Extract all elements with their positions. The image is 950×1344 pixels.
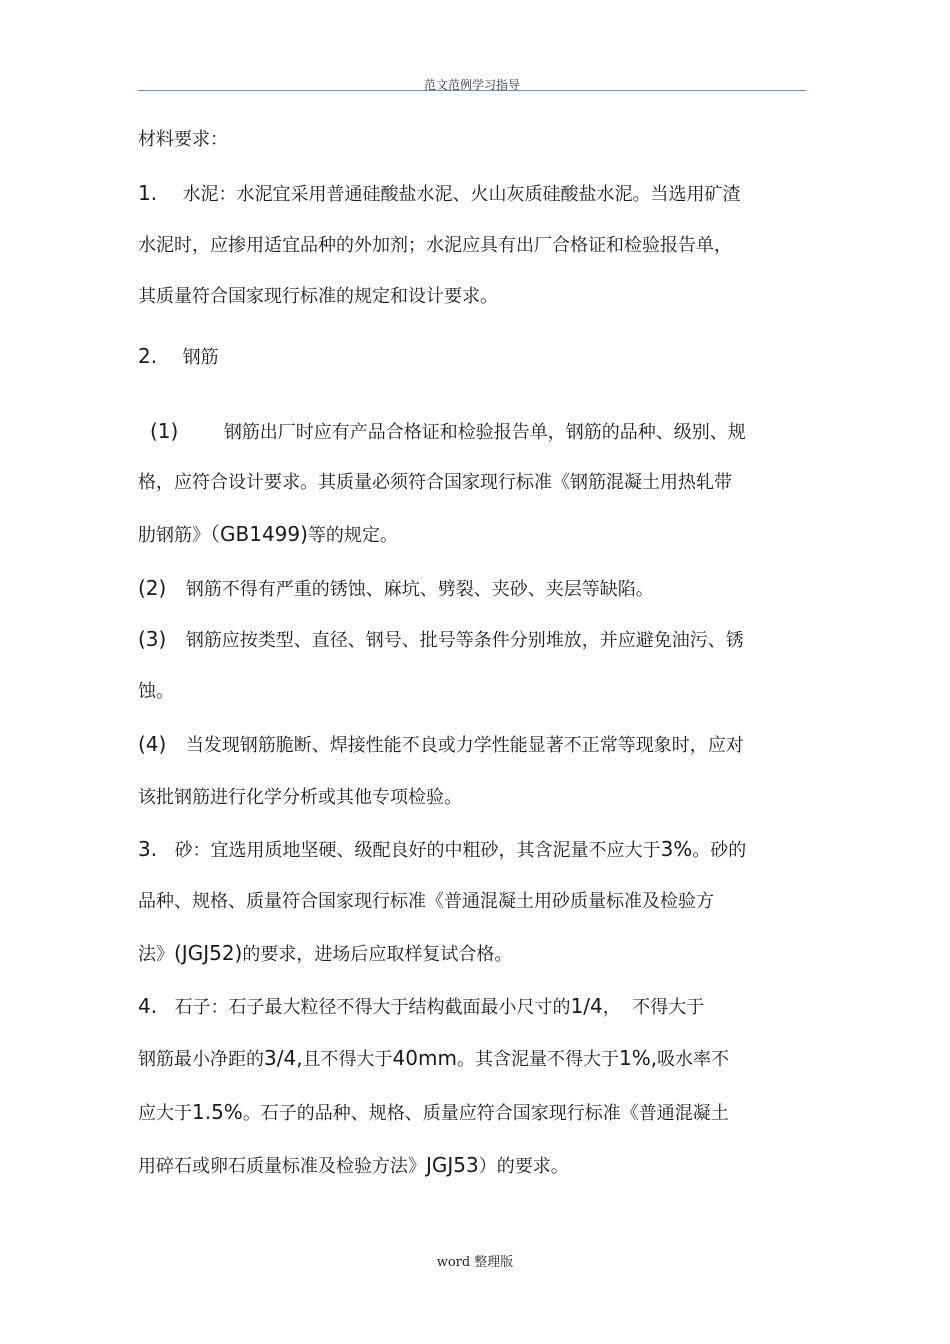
s4-text-2d: 40mm bbox=[392, 1046, 457, 1070]
s2-i4-line-2: 该批钢筋进行化学分析或其他专项检验。 bbox=[138, 787, 462, 808]
s4-text-3a: 应大于 bbox=[138, 1103, 192, 1124]
page-header bbox=[138, 74, 806, 91]
s3-text-1a: 砂：宜选用质地坚硬、级配良好的中粗砂，其含泥量不应大于 bbox=[174, 840, 661, 861]
doc-heading: 材料要求： bbox=[138, 129, 228, 150]
s4-text-3b: 1.5% bbox=[192, 1100, 243, 1124]
s2-i1-number: (1) bbox=[150, 419, 179, 443]
s4-text-2e: 。其含泥量不得大于 bbox=[456, 1049, 619, 1070]
s4-text-2b: 3/4, bbox=[264, 1046, 303, 1070]
s4-text-2a: 钢筋最小净距的 bbox=[138, 1049, 264, 1070]
s3-text-1c: 。砂的 bbox=[692, 840, 747, 861]
s1-line-1 bbox=[138, 181, 741, 207]
s3-text-1b: 3% bbox=[660, 837, 693, 861]
s4-text-2g: 吸水率不 bbox=[657, 1049, 730, 1070]
s4-text-2f: 1%, bbox=[618, 1046, 658, 1070]
s4-text-3c: 。石子的品种、规格、质量应符合国家现行标准《普通混凝土 bbox=[242, 1103, 729, 1124]
s2-number: 2. bbox=[138, 344, 158, 368]
s3-number: 3. bbox=[138, 837, 158, 861]
page-footer: word 整理版 bbox=[436, 1255, 514, 1270]
s2-i1-text-3b: （GB1499) bbox=[210, 522, 308, 546]
s4-number: 4. bbox=[138, 994, 158, 1018]
s4-line-3 bbox=[138, 1100, 729, 1126]
s2-i3-text-1: 钢筋应按类型、直径、钢号、批号等条件分别堆放，并应避免油污、锈 bbox=[185, 630, 744, 651]
s4-text-4c: ）的要求。 bbox=[478, 1156, 569, 1177]
s1-number: 1. bbox=[138, 181, 158, 205]
s4-text-1b: 1/4 bbox=[570, 994, 603, 1018]
s2-i3-line-2: 蚀。 bbox=[138, 681, 174, 702]
s2-i1-text-3c: 等的规定。 bbox=[307, 525, 398, 546]
s2-title: 钢筋 bbox=[182, 347, 219, 368]
s3-text-3a: 法》 bbox=[138, 944, 174, 965]
s2-i2-line-1 bbox=[138, 576, 654, 602]
s1-line-2: 水泥时，应掺用适宜品种的外加剂；水泥应具有出厂合格证和检验报告单， bbox=[138, 235, 732, 256]
s3-line-1 bbox=[138, 837, 746, 863]
s2-line-1 bbox=[138, 344, 219, 370]
s3-line-3 bbox=[138, 941, 512, 967]
s1-line-3: 其质量符合国家现行标准的规定和设计要求。 bbox=[138, 286, 498, 307]
s2-i4-number: (4) bbox=[138, 732, 167, 756]
s3-text-3c: 的要求，进场后应取样复试合格。 bbox=[242, 944, 513, 965]
s3-text-3b: (JGJ52) bbox=[174, 941, 243, 965]
s2-i3-number: (3) bbox=[138, 627, 167, 651]
s4-line-1 bbox=[138, 994, 704, 1020]
s4-line-2 bbox=[138, 1046, 729, 1072]
s2-i1-text-3a: 肋钢筋》 bbox=[138, 525, 210, 546]
s2-i1-line-3 bbox=[138, 522, 398, 548]
s2-i3-line-1 bbox=[138, 627, 744, 653]
s2-i4-line-1 bbox=[138, 732, 744, 758]
s2-i1-line-1 bbox=[150, 419, 746, 445]
s4-text-2c: 且不得大于 bbox=[302, 1049, 393, 1070]
s4-text-4b: JGJ53 bbox=[426, 1153, 479, 1177]
s4-text-4a: 用碎石或卵石质量标准及检验方法》 bbox=[138, 1156, 426, 1177]
s1-text-1: 水泥：水泥宜采用普通硅酸盐水泥、火山灰质硅酸盐水泥。当选用矿渣 bbox=[182, 184, 741, 205]
s4-text-1a: 石子：石子最大粒径不得大于结构截面最小尺寸的 bbox=[174, 997, 571, 1018]
s3-line-2: 品种、规格、质量符合国家现行标准《普通混凝土用砂质量标准及检验方 bbox=[138, 891, 714, 912]
s2-i2-text-1: 钢筋不得有严重的锈蚀、麻坑、劈裂、夹砂、夹层等缺陷。 bbox=[185, 579, 654, 600]
s4-text-1c: ， 不得大于 bbox=[602, 997, 705, 1018]
s2-i2-number: (2) bbox=[138, 576, 167, 600]
header-title: 范文范例学习指导 bbox=[423, 78, 520, 92]
s2-i1-text-1: 钢筋出厂时应有产品合格证和检验报告单，钢筋的品种、级别、规 bbox=[223, 422, 746, 443]
s2-i1-line-2: 格，应符合设计要求。其质量必须符合国家现行标准《钢筋混凝土用热轧带 bbox=[138, 472, 732, 493]
s4-line-4 bbox=[138, 1153, 569, 1179]
s2-i4-text-1: 当发现钢筋脆断、焊接性能不良或力学性能显著不正常等现象时，应对 bbox=[185, 735, 744, 756]
